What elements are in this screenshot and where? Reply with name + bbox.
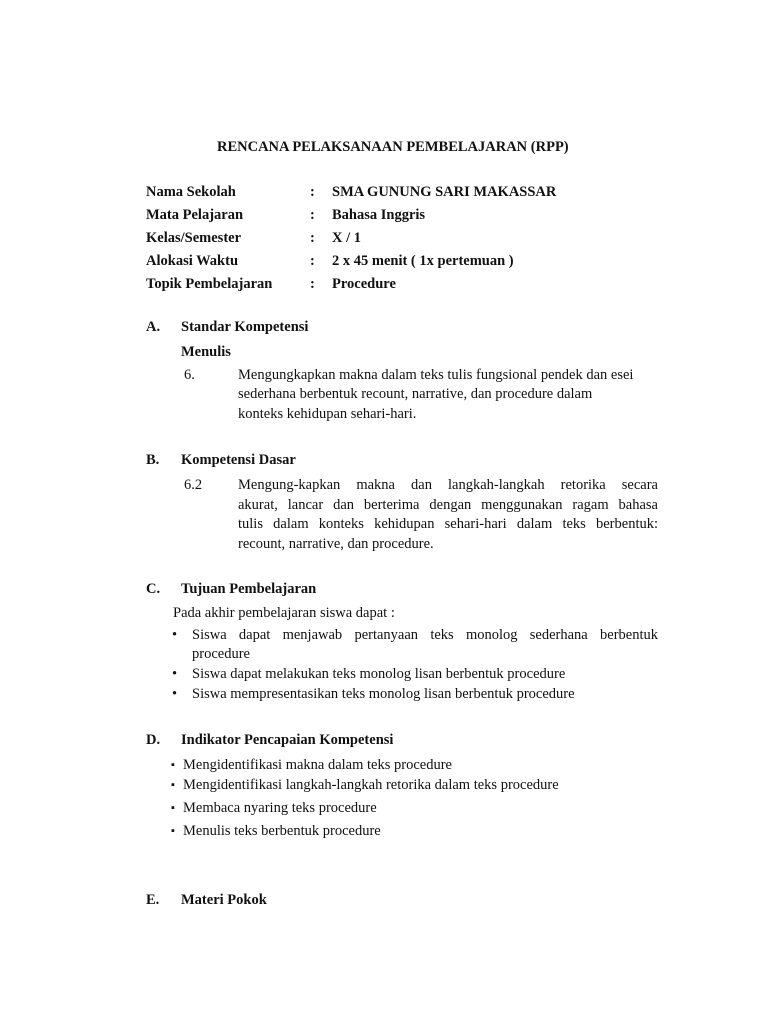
section-b-text-line: Mengung-kapkan makna dan langkah-langkah retorika secara: [238, 477, 658, 493]
identity-value: X / 1: [332, 230, 361, 246]
section-b-text-line: akurat, lancar dan berterima dengan menggunakan ragam bahasa: [238, 497, 658, 513]
section-b-text-line: tulis dalam konteks kehidupan sehari-hari dalam teks berbentuk:: [238, 516, 658, 532]
identity-label: Nama Sekolah: [146, 184, 236, 200]
identity-label: Alokasi Waktu: [146, 253, 239, 269]
section-a-text-line: sederhana berbentuk recount, narrative, dan procedure dalam: [238, 386, 593, 402]
indicator-item: Membaca nyaring teks procedure: [183, 800, 377, 816]
bullet-icon: •: [172, 627, 178, 643]
section-a-subheading: Menulis: [181, 344, 231, 360]
document-title: RENCANA PELAKSANAAN PEMBELAJARAN (RPP): [217, 139, 569, 155]
identity-colon: :: [310, 207, 315, 223]
identity-label: Topik Pembelajaran: [146, 276, 273, 292]
identity-value: Bahasa Inggris: [332, 207, 426, 223]
section-d-heading: Indikator Pencapaian Kompetensi: [181, 732, 394, 748]
section-a-text-line: Mengungkapkan makna dalam teks tulis fungsional pendek dan esei: [238, 367, 634, 383]
identity-label: Mata Pelajaran: [146, 207, 244, 223]
identity-value: Procedure: [332, 276, 396, 292]
section-b-letter: B.: [146, 452, 160, 468]
indicator-item: Mengidentifikasi makna dalam teks procedure: [183, 757, 452, 773]
identity-colon: :: [310, 230, 315, 246]
identity-value: SMA GUNUNG SARI MAKASSAR: [332, 184, 557, 200]
objective-item: Siswa mempresentasikan teks monolog lisan berbentuk procedure: [192, 686, 575, 702]
square-bullet-icon: ▪: [171, 759, 175, 771]
section-b-text-line: recount, narrative, dan procedure.: [238, 536, 434, 552]
objective-item: Siswa dapat melakukan teks monolog lisan berbentuk procedure: [192, 666, 566, 682]
section-e-heading: Materi Pokok: [181, 892, 267, 908]
bullet-icon: •: [172, 686, 178, 702]
section-a-text-line: konteks kehidupan sehari-hari.: [238, 406, 417, 422]
section-a-letter: A.: [146, 319, 161, 335]
section-a-number: 6.: [184, 367, 195, 383]
section-e-letter: E.: [146, 892, 160, 908]
bullet-icon: •: [172, 666, 178, 682]
identity-label: Kelas/Semester: [146, 230, 242, 246]
square-bullet-icon: ▪: [171, 779, 175, 791]
identity-colon: :: [310, 253, 315, 269]
section-b-heading: Kompetensi Dasar: [181, 452, 296, 468]
section-a-heading: Standar Kompetensi: [181, 319, 309, 335]
square-bullet-icon: ▪: [171, 825, 175, 837]
indicator-item: Menulis teks berbentuk procedure: [183, 823, 381, 839]
square-bullet-icon: ▪: [171, 802, 175, 814]
section-b-number: 6.2: [184, 477, 203, 493]
section-c-letter: C.: [146, 581, 161, 597]
identity-value: 2 x 45 menit ( 1x pertemuan ): [332, 253, 514, 269]
section-d-letter: D.: [146, 732, 161, 748]
identity-colon: :: [310, 276, 315, 292]
indicator-item: Mengidentifikasi langkah-langkah retorika dalam teks procedure: [183, 777, 559, 793]
objective-item-continuation: procedure: [192, 646, 250, 662]
objective-item: Siswa dapat menjawab pertanyaan teks monolog sederhana berbentuk: [192, 627, 658, 643]
identity-colon: :: [310, 184, 315, 200]
section-c-heading: Tujuan Pembelajaran: [181, 581, 317, 597]
section-c-intro: Pada akhir pembelajaran siswa dapat :: [173, 605, 395, 621]
